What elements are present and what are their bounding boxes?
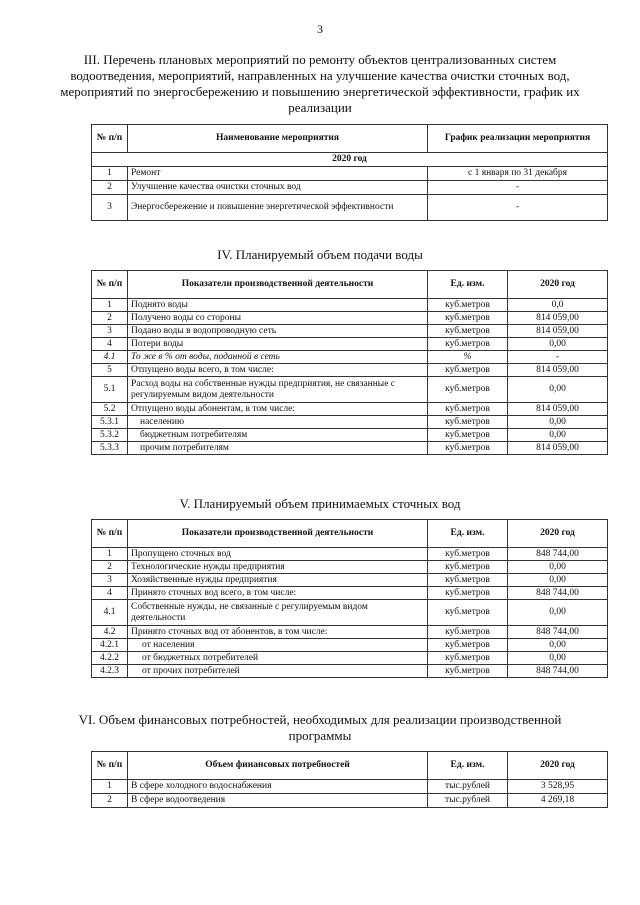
row-unit: куб.метров xyxy=(428,429,508,442)
row-name: Принято сточных вод от абонентов, в том числе: xyxy=(128,626,428,639)
row-name: Поднято воды xyxy=(128,299,428,312)
section-6-title: VI. Объем финансовых потребностей, необходимых для реализации производственной программы xyxy=(78,712,562,743)
row-name: Пропущено сточных вод xyxy=(128,548,428,561)
row-value: 814 059,00 xyxy=(508,442,608,455)
row-name: Хозяйственные нужды предприятия xyxy=(128,574,428,587)
row-unit: куб.метров xyxy=(428,587,508,600)
row-unit: куб.метров xyxy=(428,442,508,455)
row-number: 3 xyxy=(92,574,128,587)
row-unit: куб.метров xyxy=(428,364,508,377)
col-year-header: 2020 год xyxy=(508,271,608,299)
table-row xyxy=(92,652,608,665)
row-name: Принято сточных вод всего, в том числе: xyxy=(128,587,428,600)
row-number: 3 xyxy=(92,195,128,221)
row-value: 814 059,00 xyxy=(508,403,608,416)
col-schedule-header: График реализации мероприятия xyxy=(428,125,608,153)
row-name: прочим потребителям xyxy=(128,442,428,455)
row-number: 2 xyxy=(92,181,128,195)
section-5-table xyxy=(91,519,608,678)
row-number: 4.2.1 xyxy=(92,639,128,652)
row-schedule: - xyxy=(428,181,608,195)
row-value: 0,00 xyxy=(508,639,608,652)
row-value: 848 744,00 xyxy=(508,626,608,639)
row-name: от населения xyxy=(128,639,428,652)
col-name-header: Наименование мероприятия xyxy=(128,125,428,153)
row-number: 5 xyxy=(92,364,128,377)
table-row xyxy=(92,181,608,195)
row-unit: куб.метров xyxy=(428,652,508,665)
row-value: 814 059,00 xyxy=(508,312,608,325)
table-row xyxy=(92,600,608,626)
row-number: 5.3.2 xyxy=(92,429,128,442)
row-unit: куб.метров xyxy=(428,416,508,429)
table-row xyxy=(92,167,608,181)
row-name: То же в % от воды, поданной в сеть xyxy=(128,351,428,364)
row-number: 4.2 xyxy=(92,626,128,639)
row-number: 2 xyxy=(92,794,128,808)
row-value: 814 059,00 xyxy=(508,325,608,338)
table-row xyxy=(92,561,608,574)
row-number: 5.3.1 xyxy=(92,416,128,429)
row-unit: куб.метров xyxy=(428,377,508,403)
row-number: 5.3.3 xyxy=(92,442,128,455)
col-num-header: № п/п xyxy=(92,271,128,299)
col-name-header: Объем финансовых потребностей xyxy=(128,752,428,780)
row-name: Отпущено воды абонентам, в том числе: xyxy=(128,403,428,416)
row-unit: куб.метров xyxy=(428,665,508,678)
table-row xyxy=(92,325,608,338)
row-value: 848 744,00 xyxy=(508,548,608,561)
row-number: 4 xyxy=(92,338,128,351)
row-unit: куб.метров xyxy=(428,325,508,338)
table-row xyxy=(92,195,608,221)
row-unit: куб.метров xyxy=(428,639,508,652)
row-value: 0,00 xyxy=(508,377,608,403)
section-4-title: IV. Планируемый объем подачи воды xyxy=(217,247,423,262)
row-number: 4.2.2 xyxy=(92,652,128,665)
page-number: 3 xyxy=(317,22,323,36)
row-schedule: - xyxy=(428,195,608,221)
row-unit: куб.метров xyxy=(428,561,508,574)
table-row xyxy=(92,351,608,364)
table-row xyxy=(92,377,608,403)
table-row xyxy=(92,338,608,351)
col-num-header: № п/п xyxy=(92,520,128,548)
row-name: Ремонт xyxy=(128,167,428,181)
row-name: Потери воды xyxy=(128,338,428,351)
row-number: 1 xyxy=(92,167,128,181)
row-name: населению xyxy=(128,416,428,429)
row-unit: куб.метров xyxy=(428,403,508,416)
row-unit: куб.метров xyxy=(428,312,508,325)
row-name: Расход воды на собственные нужды предприятия, не связанные с регулируемым видом деятельности xyxy=(128,377,428,403)
row-number: 4.1 xyxy=(92,600,128,626)
table-row xyxy=(92,312,608,325)
row-value: 0,0 xyxy=(508,299,608,312)
table-row xyxy=(92,364,608,377)
row-name: Собственные нужды, не связанные с регулируемым видом деятельности xyxy=(128,600,428,626)
row-name: Подано воды в водопроводную сеть xyxy=(128,325,428,338)
row-value: 0,00 xyxy=(508,338,608,351)
row-value: 4 269,18 xyxy=(508,794,608,808)
row-value: 0,00 xyxy=(508,416,608,429)
year-row: 2020 год xyxy=(92,153,608,167)
table-row xyxy=(92,794,608,808)
col-num-header: № п/п xyxy=(92,125,128,153)
row-value: 3 528,95 xyxy=(508,780,608,794)
row-value: 0,00 xyxy=(508,600,608,626)
table-row xyxy=(92,416,608,429)
section-3-title: III. Перечень плановых мероприятий по ремонту объектов централизованных систем водоотведения, мероприятий, направленных на улучшение качества очистки сточных вод, мероприятий по энергосбережению и повышению энергетической эффективности, график их реализации xyxy=(60,52,580,115)
table-row xyxy=(92,626,608,639)
row-unit: куб.метров xyxy=(428,299,508,312)
row-schedule: с 1 января по 31 декабря xyxy=(428,167,608,181)
row-number: 1 xyxy=(92,299,128,312)
row-unit: тыс.рублей xyxy=(428,794,508,808)
col-num-header: № п/п xyxy=(92,752,128,780)
col-year-header: 2020 год xyxy=(508,752,608,780)
row-name: В сфере водоотведения xyxy=(128,794,428,808)
row-number: 1 xyxy=(92,780,128,794)
table-row xyxy=(92,548,608,561)
row-unit: куб.метров xyxy=(428,548,508,561)
col-name-header: Показатели производственной деятельности xyxy=(128,520,428,548)
col-year-header: 2020 год xyxy=(508,520,608,548)
table-row xyxy=(92,429,608,442)
row-name: В сфере холодного водоснабжения xyxy=(128,780,428,794)
row-name: от прочих потребителей xyxy=(128,665,428,678)
row-number: 4 xyxy=(92,587,128,600)
table-row xyxy=(92,442,608,455)
row-value: 848 744,00 xyxy=(508,665,608,678)
row-value: 0,00 xyxy=(508,652,608,665)
table-row xyxy=(92,665,608,678)
row-number: 4.2.3 xyxy=(92,665,128,678)
table-row xyxy=(92,639,608,652)
row-name: от бюджетных потребителей xyxy=(128,652,428,665)
row-unit: % xyxy=(428,351,508,364)
row-name: Улучшение качества очистки сточных вод xyxy=(128,181,428,195)
row-name: бюджетным потребителям xyxy=(128,429,428,442)
row-unit: тыс.рублей xyxy=(428,780,508,794)
row-name: Энергосбережение и повышение энергетической эффективности xyxy=(128,195,428,221)
row-value: 0,00 xyxy=(508,574,608,587)
table-row xyxy=(92,587,608,600)
row-number: 1 xyxy=(92,548,128,561)
row-value: 0,00 xyxy=(508,561,608,574)
row-unit: куб.метров xyxy=(428,574,508,587)
row-name: Получено воды со стороны xyxy=(128,312,428,325)
section-4-table xyxy=(91,270,608,455)
table-row xyxy=(92,574,608,587)
row-number: 3 xyxy=(92,325,128,338)
table-row xyxy=(92,299,608,312)
col-unit-header: Ед. изм. xyxy=(428,752,508,780)
row-number: 4.1 xyxy=(92,351,128,364)
row-value: 848 744,00 xyxy=(508,587,608,600)
table-row xyxy=(92,403,608,416)
row-number: 5.1 xyxy=(92,377,128,403)
section-3-table xyxy=(91,124,608,221)
col-unit-header: Ед. изм. xyxy=(428,271,508,299)
row-value: 814 059,00 xyxy=(508,364,608,377)
col-name-header: Показатели производственной деятельности xyxy=(128,271,428,299)
row-name: Отпущено воды всего, в том числе: xyxy=(128,364,428,377)
col-unit-header: Ед. изм. xyxy=(428,520,508,548)
row-unit: куб.метров xyxy=(428,626,508,639)
row-unit: куб.метров xyxy=(428,600,508,626)
table-row xyxy=(92,780,608,794)
section-6-table xyxy=(91,751,608,808)
section-5-title: V. Планируемый объем принимаемых сточных вод xyxy=(179,496,461,511)
row-name: Технологические нужды предприятия xyxy=(128,561,428,574)
row-unit: куб.метров xyxy=(428,338,508,351)
row-value: - xyxy=(508,351,608,364)
row-number: 2 xyxy=(92,561,128,574)
row-number: 5.2 xyxy=(92,403,128,416)
row-value: 0,00 xyxy=(508,429,608,442)
row-number: 2 xyxy=(92,312,128,325)
